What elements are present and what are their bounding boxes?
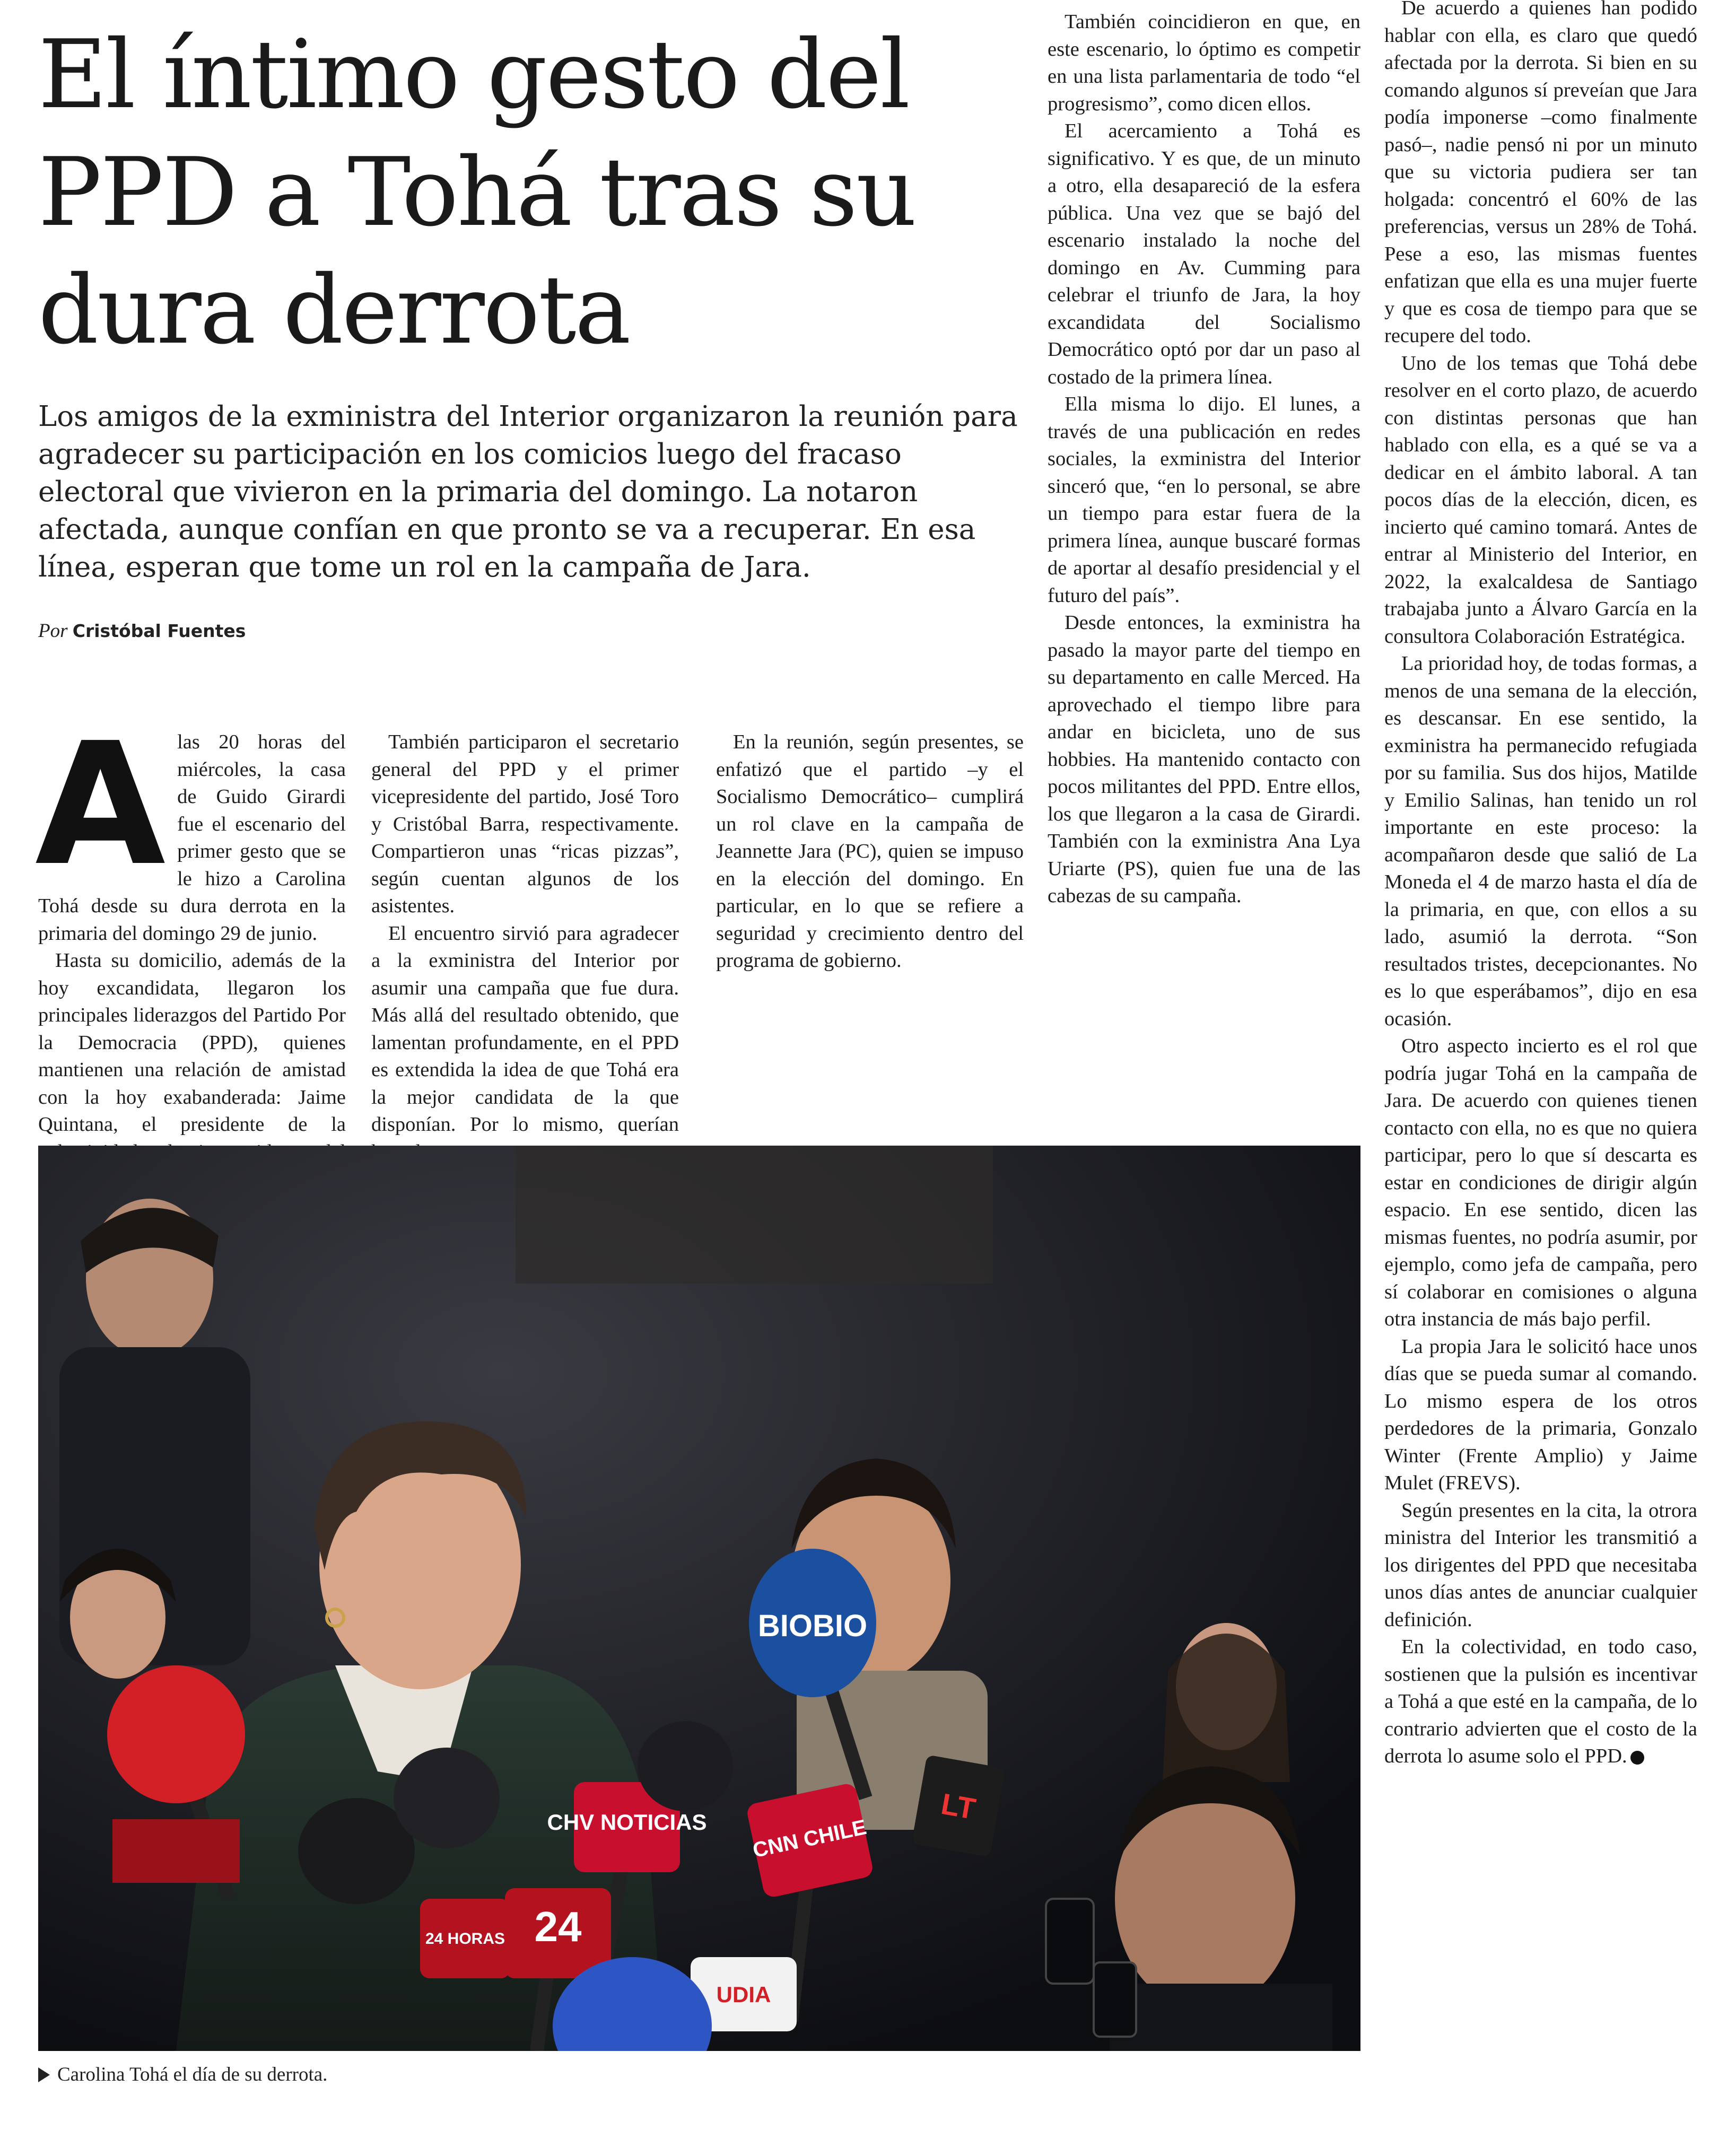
body-paragraph-1 (35, 706, 346, 947)
body-paragraph-16-text: En la colectividad, en todo caso, sostienen que la pulsión es incentivar a Tohá a que esté en la campaña, de lo contrario advierten que el costo de la derrota lo asume solo el PPD. (1384, 1636, 1697, 1767)
body-paragraph-5: En la reunión, según presentes, se enfatizó que el partido –y el Socialismo Democrático– cumplirá un rol clave en la campaña de Jeannette Jara (PC), quien se impuso en la elección del domingo. En particular, en lo que se refiere a seguridad y crecimiento dentro del programa de gobierno. (716, 731, 1024, 972)
phone-icon (1094, 1962, 1136, 2037)
body-column-5 (1384, 0, 1697, 1770)
body-column-4 (1048, 8, 1360, 910)
mic-label: CHV NOTICIAS (547, 1810, 707, 1835)
headline: El íntimo gesto del PPD a Tohá tras su dura derrota (38, 20, 915, 365)
photo-caption (38, 2063, 327, 2086)
mic-label: 24 HORAS (425, 1930, 505, 1948)
body-column-2 (371, 729, 679, 1166)
body-paragraph-14: La propia Jara le solicitó hace unos días que se pueda sumar al comando. Lo mismo espera de los otros perdedores de la primaria, Gonzalo Winter (Frente Amplio) y Jaime Mulet (FREVS). (1384, 1335, 1697, 1494)
mic-label: UDIA (716, 1982, 771, 2007)
body-paragraph-10: De acuerdo a quienes han podido hablar con ella, es claro que quedó afectada por la derrota. Si bien en su comando algunos sí preveían que Jara podía imponerse –como finalmente pasó–, nadie pensó ni por un minuto que su victoria pudiera ser tan holgada: concentró el 60% de las preferencias, versus un 28% de Tohá. Pese a eso, las mismas fuentes enfatizan que ella es una mujer fuerte y que es cosa de tiempo para que se recupere del todo. (1384, 0, 1697, 347)
body-paragraph-3: También participaron el secretario general del PPD y el primer vicepresidente del partido, José Toro y Cristóbal Barra, respectivamente. Compartieron unas “ricas pizzas”, según cuentan algunos de los asistentes. (371, 731, 679, 917)
building-wall (516, 1146, 993, 1284)
body-paragraph-11: Uno de los temas que Tohá debe resolver en el corto plazo, de acuerdo con distintas personas que han hablado con ella, es a qué se va a dedicar en el ámbito laboral. A tan pocos días de la elección, dicen, es incierto qué camino tomará. Antes de entrar al Ministerio del Interior, en 2022, la exalcaldesa de Santiago trabajaba junto a Álvaro García en la consultora Colaboración Estratégica. (1384, 352, 1697, 648)
drop-cap: A (35, 706, 166, 903)
body-paragraph-15: Según presentes en la cita, la otrora ministra del Interior les transmitió a los dirigentes del PPD que necesitaba unos días antes de anunciar cualquier definición. (1384, 1499, 1697, 1631)
body-paragraph-8: Ella misma lo dijo. El lunes, a través de una publicación en redes sociales, la exministra del Interior sinceró que, “en lo personal, se abre un tiempo para estar fuera de la primera línea, aunque buscaré formas de aportar al desafío presidencial y el futuro del país”. (1048, 393, 1360, 607)
body-paragraph-4: El encuentro sirvió para agradecer a la exministra del Interior por asumir una campaña que fue dura. Más allá del resultado obtenido, que lamentan profundamente, en el PPD es extendida la idea de que Tohá era la mejor candidata de la que disponían. Por lo mismo, querían (371, 922, 679, 1136)
article-deck: Los amigos de la exministra del Interior organizaron la reunión para agradecer su participación en los comicios luego del fracaso electoral que vivieron en la primaria del domingo. La notaron afectada, aunque confían en que pronto se va a recuperar. En esa línea, esperan que tome un rol en la campaña de Jara. (38, 400, 1018, 583)
body-paragraph-13: Otro aspecto incierto es el rol que podría jugar Tohá en la campaña de Jara. De acuerdo con quienes tienen contacto con ella, no es que no quiera participar, pero lo que sí descarta es estar en condiciones de dirigir algún espacio. En ese sentido, dicen las mismas fuentes, no podría asumir, por ejemplo, como jefa de campaña, pero sí colaborar en comisiones o alguna otra instancia de más bajo perfil. (1384, 1035, 1697, 1330)
body-column-3 (716, 729, 1024, 975)
byline-author: Cristóbal Fuentes (72, 621, 246, 641)
phone-icon (1046, 1899, 1094, 1984)
mic-label: LT (938, 1786, 979, 1826)
body-paragraph-12: La prioridad hoy, de todas formas, a menos de una semana de la elección, es descansar. En ese sentido, la exministra ha permanecido refugiada por su familia. Sus dos hijos, Matilde y Emilio Salinas, han tenido un rol importante en este proceso: la acompañaron desde que salió de La Moneda el 4 de marzo hasta el día de la primaria, en que, con ellos a su lado, asumió la derrota. “Son resultados tristes, decepcionantes. No es lo que esperábamos”, dijo en esa ocasión. (1384, 652, 1697, 1030)
body-paragraph-1-text: las 20 horas del miércoles, la casa de Guido Girardi fue el escenario del primer gesto que se le hizo a Carolina Tohá desde su dura derrota en la primaria del domingo 29 de junio. (38, 731, 346, 945)
byline (38, 619, 246, 642)
body-paragraph-16 (1384, 1634, 1697, 1770)
body-paragraph-9: Desde entonces, la exministra ha pasado la mayor parte del tiempo en su departamento en calle Merced. Ha aprovechado el tiempo libre para andar en bicicleta, uno de sus hobbies. Ha mantenido contacto con pocos militantes del PPD. Entre ellos, los que llegaron a la casa de Girardi. También con la exministra Ana Lya Uriarte (PS), quien fue una de las cabezas de su campaña. (1048, 612, 1360, 907)
mic-label: 24 (534, 1903, 582, 1950)
mic-label: BIOBIO (757, 1609, 868, 1643)
byline-prefix: Por (38, 620, 68, 642)
press-photo-illustration (38, 1146, 1360, 2051)
press-photo (38, 1146, 1360, 2051)
microphone-tvn (107, 1665, 245, 1899)
body-paragraph-7: El acercamiento a Tohá es significativo. Y es que, de un minuto a otro, ella desapareció de la esfera pública. Una vez que se bajó del escenario instalado la noche del domingo en Av. Cumming para celebrar el triunfo de Jara, la hoy excandidata del Socialismo Democrático optó por dar un paso al costado de la primera línea. (1048, 120, 1360, 388)
end-mark-icon (1630, 1751, 1644, 1765)
caption-arrow-icon (38, 2067, 50, 2082)
body-paragraph-2: Hasta su domicilio, además de la hoy excandidata, llegaron los principales liderazgos del Partido Por la Democracia (PPD), quienes mantienen una relación de amistad con la hoy exabanderada: Jaime Quintana, el presidente de la (38, 949, 346, 1136)
mic-label: CNN CHILE (751, 1815, 869, 1863)
body-paragraph-6: También coincidieron en que, en este escenario, lo óptimo es competir en una lista parlamentaria de todo “el progresismo”, como dicen ellos. (1048, 11, 1360, 115)
photo-caption-text: Carolina Tohá el día de su derrota. (57, 2064, 328, 2085)
microphone-24horas-2 (420, 1899, 510, 1978)
microphone-lt (911, 1754, 1005, 1857)
